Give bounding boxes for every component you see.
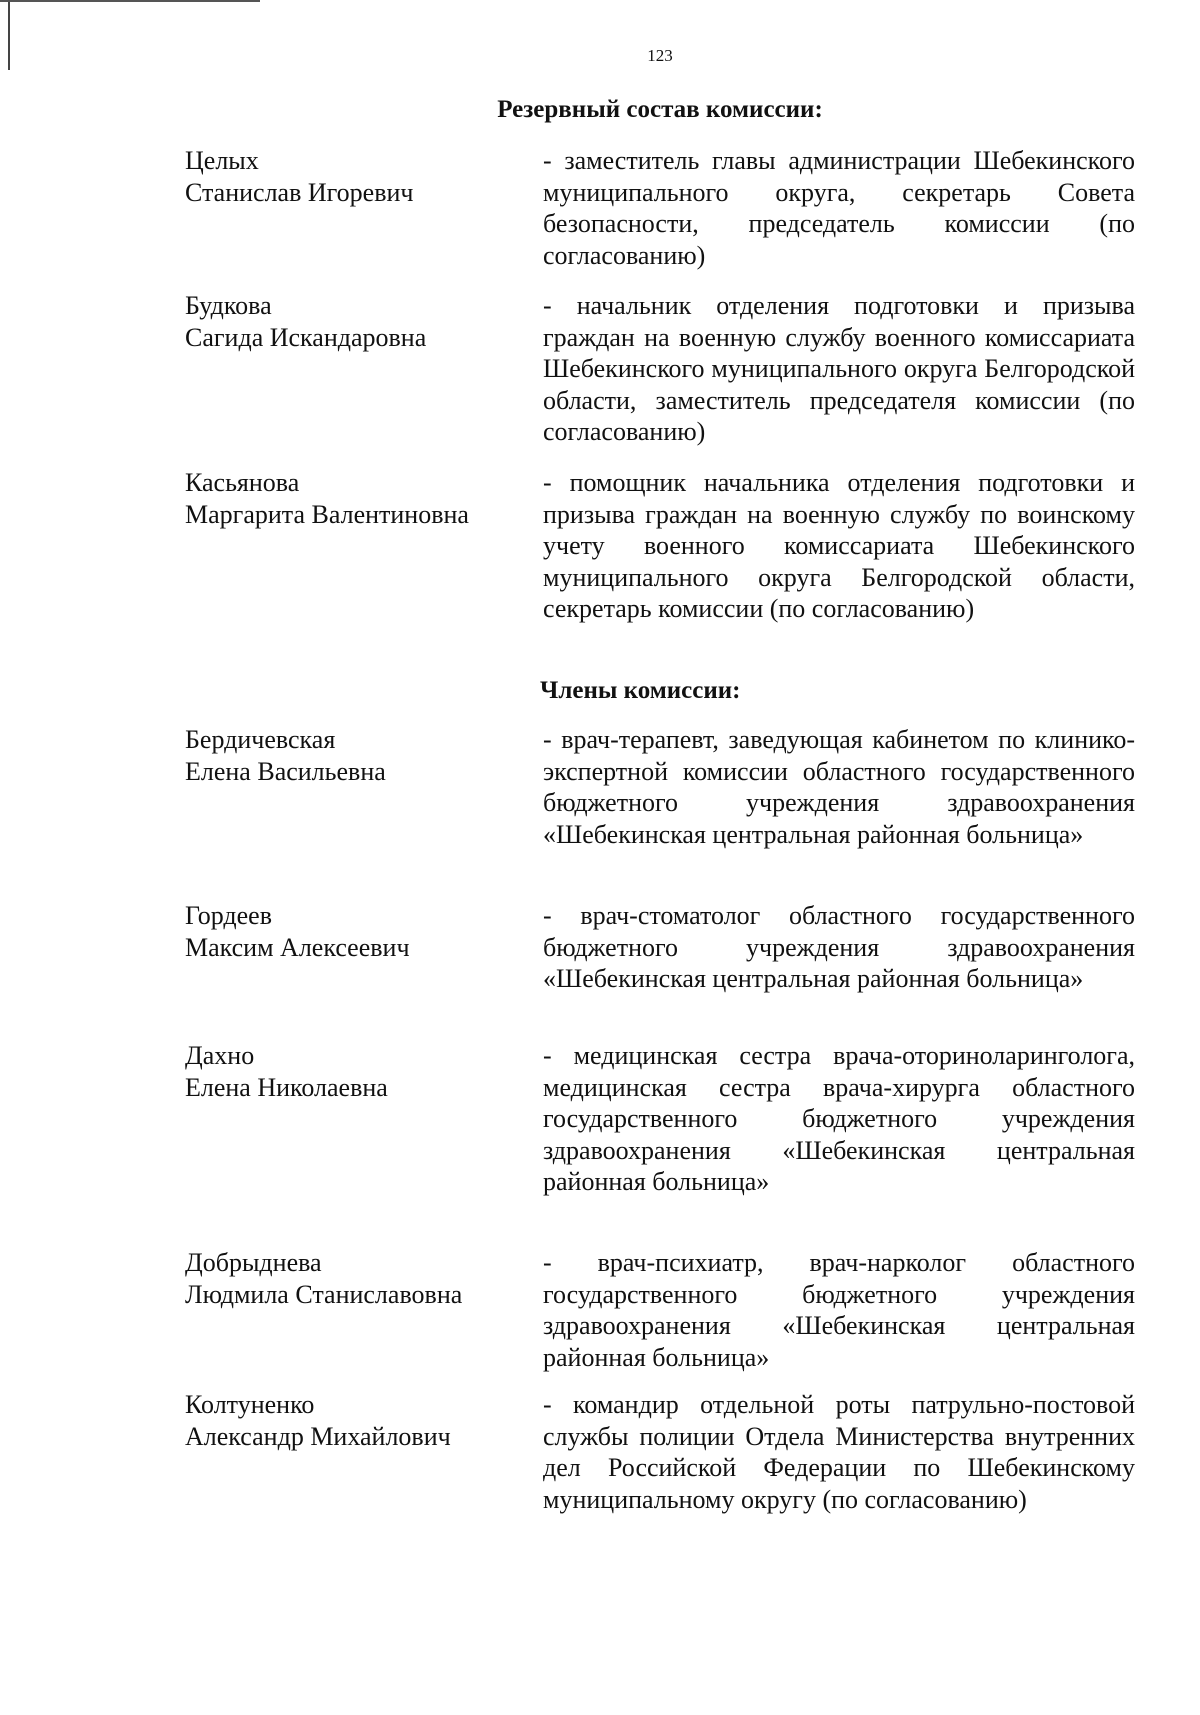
person-name	[185, 724, 525, 787]
person-surname: Касьянова	[185, 468, 300, 497]
person-surname: Гордеев	[185, 901, 272, 930]
person-surname: Добрыднева	[185, 1248, 322, 1277]
person-surname: Колтуненко	[185, 1390, 315, 1419]
person-given-names: Людмила Станиславовна	[185, 1279, 463, 1309]
person-name	[185, 467, 525, 530]
scan-top-artifact	[0, 0, 260, 2]
person-given-names: Александр Михайлович	[185, 1421, 451, 1451]
person-given-names: Елена Васильевна	[185, 756, 386, 786]
person-description: - заместитель главы администрации Шебекинского муниципального округа, секретарь Совета безопасности, председатель комиссии (по согласованию)	[543, 146, 1135, 270]
person-name	[185, 1040, 525, 1103]
person-name	[185, 1389, 525, 1452]
person-name	[185, 290, 525, 353]
person-description: - начальник отделения подготовки и призыва граждан на военную службу военного комиссариата Шебекинского муниципального округа Белгородской области, заместитель председателя комиссии (по согласованию)	[543, 291, 1135, 446]
page-number: 123	[647, 46, 673, 65]
person-description: - врач-стоматолог областного государственного бюджетного учреждения здравоохранения «Шебекинская центральная районная больница»	[543, 901, 1135, 993]
person-name	[185, 900, 525, 963]
person-surname: Бердичевская	[185, 725, 336, 754]
person-description: - врач-терапевт, заведующая кабинетом по клинико-экспертной комиссии областного государственного бюджетного учреждения здравоохранения «Шебекинская центральная районная больница»	[543, 725, 1135, 849]
person-surname: Целых	[185, 146, 259, 175]
person-surname: Дахно	[185, 1041, 255, 1070]
person-given-names: Елена Николаевна	[185, 1072, 388, 1102]
person-given-names: Маргарита Валентиновна	[185, 499, 469, 529]
reserve-heading: Резервный состав комиссии:	[497, 96, 823, 123]
person-description: - медицинская сестра врача-оториноларинголога, медицинская сестра врача-хирурга областного государственного бюджетного учреждения здравоохранения «Шебекинская центральная районная больница»	[543, 1041, 1135, 1196]
person-description: - командир отдельной роты патрульно-постовой службы полиции Отдела Министерства внутренних дел Российской Федерации по Шебекинскому муниципальному округу (по согласованию)	[543, 1390, 1135, 1514]
person-name	[185, 145, 525, 208]
person-given-names: Максим Алексеевич	[185, 932, 410, 962]
person-description: - врач-психиатр, врач-нарколог областного государственного бюджетного учреждения здравоохранения «Шебекинская центральная районная больница»	[543, 1248, 1135, 1372]
person-description: - помощник начальника отделения подготовки и призыва граждан на военную службу по воинскому учету военного комиссариата Шебекинского муниципального округа Белгородской области, секретарь комиссии (по согласованию)	[543, 468, 1135, 623]
person-given-names: Станислав Игоревич	[185, 177, 414, 207]
person-name	[185, 1247, 525, 1310]
members-heading: Члены комиссии:	[540, 677, 741, 704]
person-surname: Будкова	[185, 291, 272, 320]
person-given-names: Сагида Искандаровна	[185, 322, 427, 352]
